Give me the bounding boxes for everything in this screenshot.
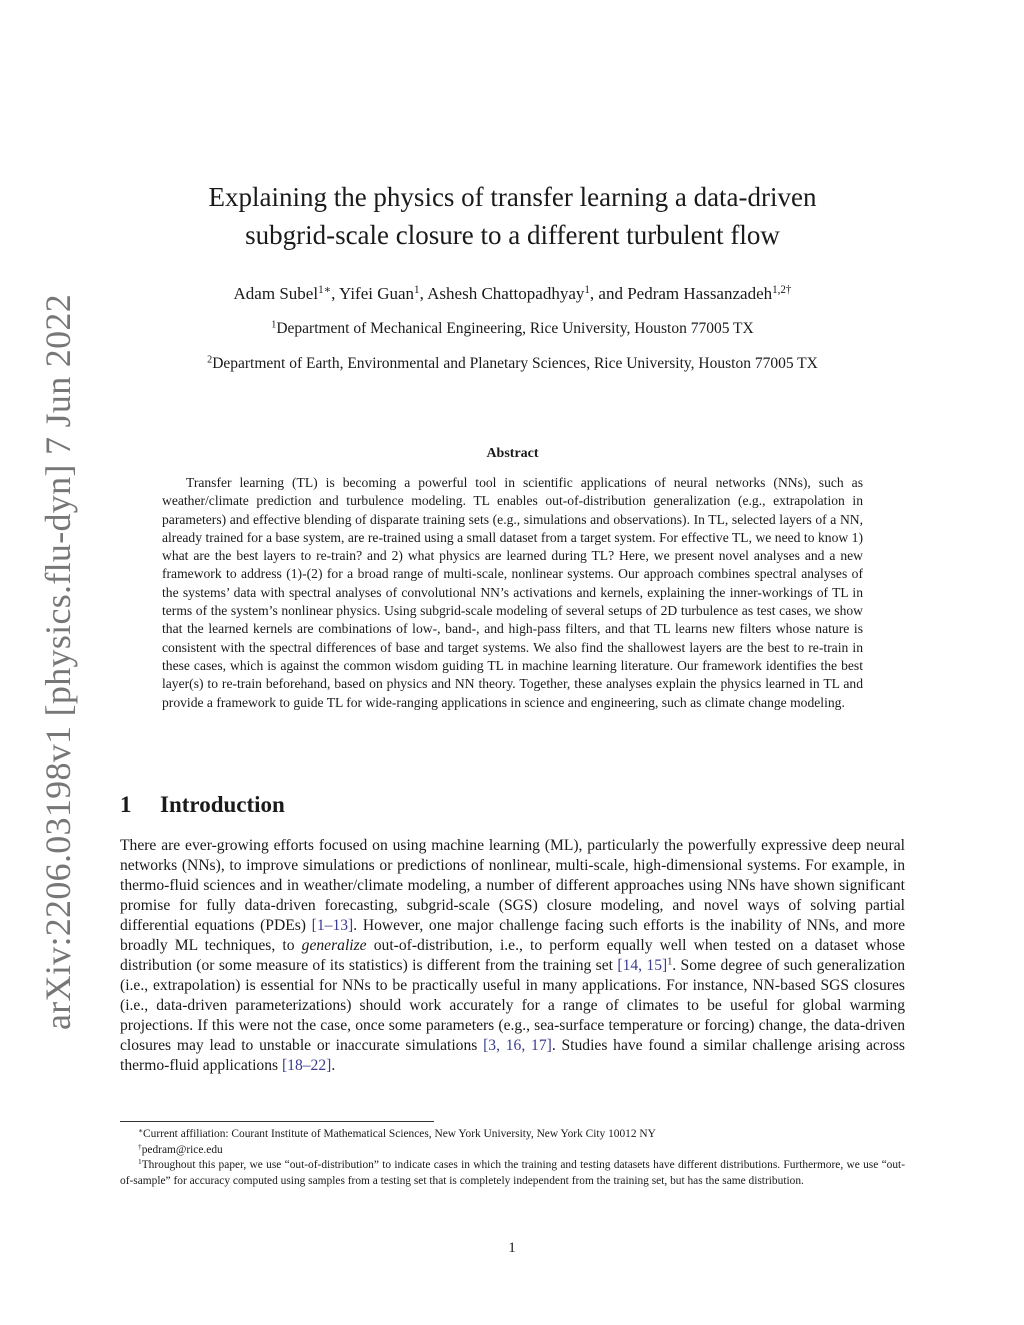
paper-title	[120, 178, 905, 254]
footnote-marker[interactable]: 1	[667, 956, 673, 968]
author-4: , and Pedram Hassanzadeh	[589, 284, 773, 303]
abstract-text: Transfer learning (TL) is becoming a powerful tool in scientific applications of neural networks (NNs), such as weather/climate prediction and turbulence modeling. TL enables out-of-distribution generalization (e.g., extrapolation in parameters) and effective blending of disparate training sets (e.g., simulations and observations). In TL, selected layers of a NN, already trained for a base system, are re-trained using a small dataset from a target system. For effective TL, we need to know 1) what are the best layers to re-train? and 2) what physics are learned during TL? Here, we present novel analyses and a new framework to address (1)-(2) for a broad range of multi-scale, nonlinear systems. Our approach combines spectral analyses of the systems’ data with spectral analyses of convolutional NN’s activations and kernels, explaining the inner-workings of TL in terms of the system’s nonlinear physics. Using subgrid-scale modeling of several setups of 2D turbulence as test cases, we show that the learned kernels are combinations of low-, band-, and high-pass filters, and that TL learns new filters whose nature is consistent with the spectral differences of base and target systems. We also find the shallowest layers are the best to re-train in these cases, which is against the common wisdom guiding TL in machine learning literature. Our framework identifies the best layer(s) to re-train beforehand, based on physics and NN theory. Together, these analyses explain the physics learned in TL and provide a framework to guide TL for wide-ranging applications in science and engineering, such as climate change modeling.	[162, 475, 863, 710]
intro-text-2: . However, one major challenge facing such efforts is the inability of NNs, and more broadly ML techniques, to	[120, 917, 905, 954]
affiliation-2	[120, 355, 905, 373]
intro-text-5: . Studies have found a similar challenge arising across thermo-fluid applications	[120, 1037, 905, 1074]
abstract-heading: Abstract	[486, 446, 539, 461]
author-4-sup: 1,2†	[772, 283, 792, 296]
intro-text-1: There are ever-growing efforts focused on using machine learning (ML), particularly the powerfully expressive deep neural networks (NNs), to improve simulations or predictions of nonlinear, multi-scale, high-dimensional systems. For example, in thermo-fluid sciences and in weather/climate modeling, a number of different approaches using NNs have shown significant promise for fully data-driven forecasting, subgrid-scale (SGS) closure modeling, and novel ways of solving partial differential equations (PDEs)	[120, 837, 905, 934]
author-2-sup: 1	[414, 283, 420, 296]
emphasis-generalize: generalize	[301, 937, 367, 954]
section-introduction	[120, 792, 905, 1076]
section-heading	[120, 792, 905, 818]
intro-text-4: . Some degree of such generalization (i.e., extrapolation) is essential for NNs to be practically useful in many applications. For instance, NN-based SGS closures (i.e., data-driven parameterizations) should work accurately for a range of climates to be useful for global warming projections. If this were not the case, once some parameters (e.g., sea-surface temperature or forcing) change, the data-driven closures may lead to unstable or inaccurate simulations	[120, 957, 905, 1054]
affiliation-1-text: Department of Mechanical Engineering, Rice University, Houston 77005 TX	[276, 320, 754, 337]
author-list	[120, 284, 905, 304]
footnote-3	[120, 1158, 905, 1189]
affiliation-2-sup: 2	[207, 354, 213, 366]
footnote-rule	[120, 1121, 434, 1122]
section-title: Introduction	[160, 792, 285, 817]
author-1-sup: 1∗	[318, 283, 332, 296]
citation-link[interactable]: [1–13]	[311, 917, 354, 934]
footnote-2-mark: †	[138, 1141, 142, 1151]
footnote-1	[120, 1127, 905, 1143]
citation-link[interactable]: [14, 15]	[617, 957, 668, 974]
affiliation-2-text: Department of Earth, Environmental and Planetary Sciences, Rice University, Houston 77005 TX	[212, 355, 818, 372]
affiliation-1	[120, 320, 905, 338]
citation-link[interactable]: [18–22]	[281, 1057, 332, 1074]
author-3: , Ashesh Chattopadhyay	[419, 284, 585, 303]
footnote-2-text: pedram@rice.edu	[141, 1143, 223, 1156]
page-number: 1	[508, 1240, 516, 1256]
footnote-2	[120, 1143, 905, 1159]
author-3-sup: 1	[584, 283, 590, 296]
title-line-1: Explaining the physics of transfer learning a data-driven	[208, 182, 817, 212]
footnote-3-mark: 1	[138, 1156, 142, 1166]
arxiv-id: arXiv:2206.03198v1 [physics.flu-dyn] 7 Jun 2022	[38, 293, 78, 1031]
intro-text-6: .	[331, 1057, 336, 1074]
title-block	[120, 178, 905, 373]
author-2: , Yifei Guan	[331, 284, 415, 303]
section-number: 1	[120, 792, 132, 817]
footnote-3-text: Throughout this paper, we use “out-of-distribution” to indicate cases in which the training and testing datasets have different distributions. Furthermore, we use “out-of-sample” for accuracy computed using samples from a testing set that is completely independent from the training set, but has the same distribution.	[120, 1159, 905, 1187]
footnote-1-mark: ∗	[138, 1125, 144, 1135]
affiliation-1-sup: 1	[271, 319, 277, 331]
title-line-2: subgrid-scale closure to a different turbulent flow	[245, 220, 780, 250]
abstract	[162, 446, 863, 712]
citation-link[interactable]: [3, 16, 17]	[483, 1037, 552, 1054]
footnote-1-text: Current affiliation: Courant Institute of Mathematical Sciences, New York University, New York City 10012 NY	[143, 1128, 656, 1140]
footnotes	[120, 1121, 905, 1189]
author-1: Adam Subel	[233, 284, 319, 303]
intro-paragraph	[120, 836, 905, 1076]
intro-text-3: out-of-distribution, i.e., to perform equally well when tested on a dataset whose distribution (or some measure of its statistics) is different from the training set	[120, 937, 905, 974]
